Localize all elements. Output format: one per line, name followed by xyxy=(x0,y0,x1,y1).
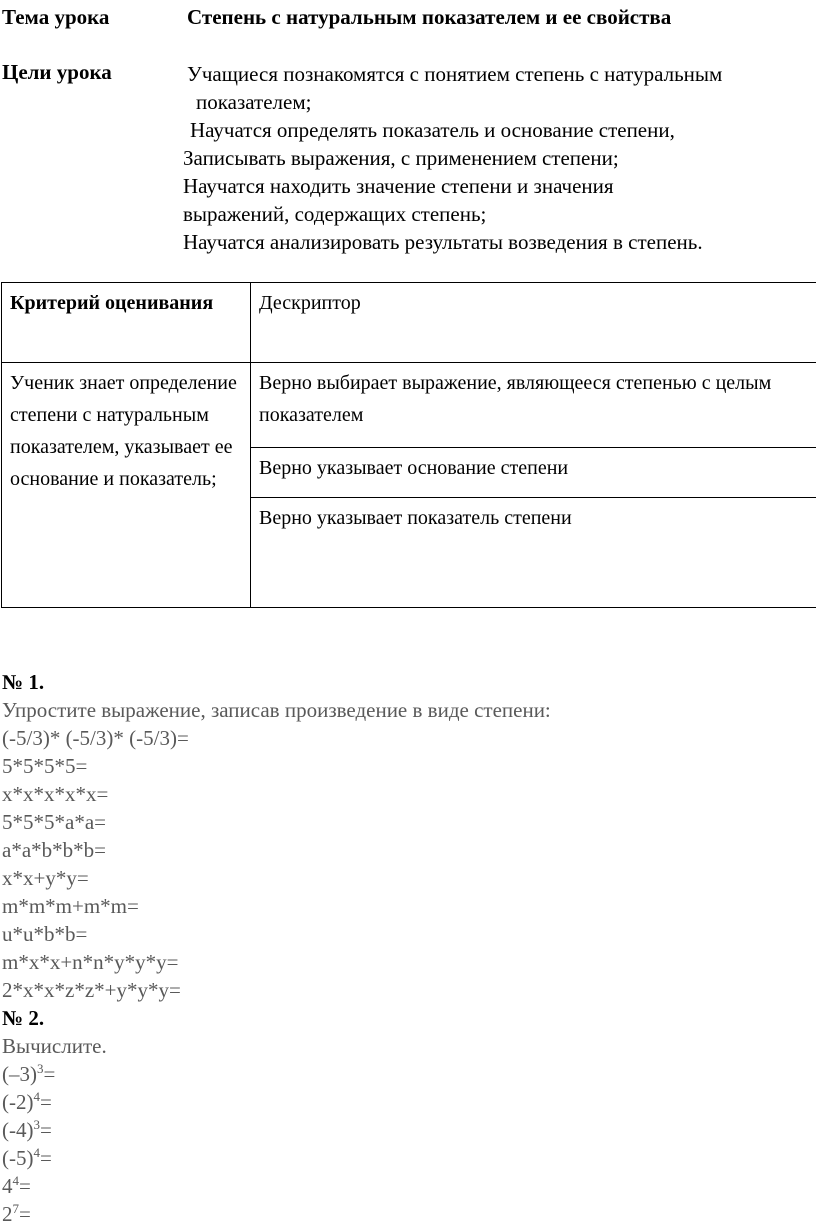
power-exponent: 4 xyxy=(33,1089,40,1104)
goals-label: Цели урока xyxy=(2,60,112,84)
descriptor-cell: Верно указывает показатель степени xyxy=(251,498,816,608)
task1-item: m*x*x+n*n*y*y*y= xyxy=(2,950,179,974)
equals-sign: = xyxy=(19,1174,31,1198)
topic-label: Тема урока xyxy=(2,5,110,29)
power-expression xyxy=(2,1116,52,1144)
task1-item: (-5/3)* (-5/3)* (-5/3)= xyxy=(2,726,189,750)
power-exponent: 3 xyxy=(33,1117,40,1132)
task1-item: 2*x*x*z*z*+y*y*y= xyxy=(2,978,181,1002)
power-expression xyxy=(2,1144,52,1172)
descriptor-header: Дескриптор xyxy=(251,283,816,363)
power-exponent: 4 xyxy=(12,1173,19,1188)
criterion-cell: Ученик знает определение степени с натуральным показателем, указывает ее основание и показатель; xyxy=(2,363,251,608)
task1-item: x*x*x*x*x= xyxy=(2,782,109,806)
power-base: (-2) xyxy=(2,1090,34,1114)
task1-item: 5*5*5*a*a= xyxy=(2,810,106,834)
power-exponent: 4 xyxy=(33,1145,40,1160)
power-base: 4 xyxy=(2,1174,13,1198)
goal-line: Записывать выражения, с применением степени; xyxy=(183,146,619,170)
task1-item: x*x+y*y= xyxy=(2,866,89,890)
task1-item: a*a*b*b*b= xyxy=(2,838,106,862)
power-base: (-5) xyxy=(2,1146,34,1170)
power-base: 2 xyxy=(2,1202,13,1226)
goal-line: Научатся находить значение степени и значения xyxy=(183,174,614,198)
power-expression xyxy=(2,1200,31,1228)
goal-line: выражений, содержащих степень; xyxy=(183,202,487,226)
criterion-header: Критерий оценивания xyxy=(2,283,251,363)
task1-instruction: Упростите выражение, записав произведение в виде степени: xyxy=(2,698,551,722)
power-expression xyxy=(2,1172,31,1200)
task2-instruction: Вычислите. xyxy=(2,1034,107,1058)
task2-number: № 2. xyxy=(2,1006,45,1030)
equals-sign: = xyxy=(19,1202,31,1226)
power-exponent: 3 xyxy=(37,1061,44,1076)
topic-value: Степень с натуральным показателем и ее свойства xyxy=(187,5,672,29)
criteria-table xyxy=(1,282,816,608)
goal-line: показателем; xyxy=(196,90,312,114)
descriptor-cell: Верно указывает основание степени xyxy=(251,448,816,498)
task1-number: № 1. xyxy=(2,670,45,694)
power-expression xyxy=(2,1060,55,1088)
power-expression xyxy=(2,1088,52,1116)
power-base: (-4) xyxy=(2,1118,34,1142)
goal-line: Научатся анализировать результаты возведения в степень. xyxy=(183,230,703,254)
power-exponent: 7 xyxy=(12,1201,19,1216)
equals-sign: = xyxy=(43,1062,56,1086)
task1-item: 5*5*5*5= xyxy=(2,754,88,778)
task1-item: m*m*m+m*m= xyxy=(2,894,139,918)
goal-line: Учащиеся познакомятся с понятием степень с натуральным xyxy=(187,62,723,86)
equals-sign: = xyxy=(39,1118,52,1142)
goal-line: Научатся определять показатель и основание степени, xyxy=(190,118,675,142)
descriptor-cell: Верно выбирает выражение, являющееся степенью с целым показателем xyxy=(251,363,816,448)
task1-item: u*u*b*b= xyxy=(2,922,88,946)
power-base: (–3) xyxy=(2,1062,37,1086)
equals-sign: = xyxy=(39,1090,52,1114)
equals-sign: = xyxy=(39,1146,52,1170)
